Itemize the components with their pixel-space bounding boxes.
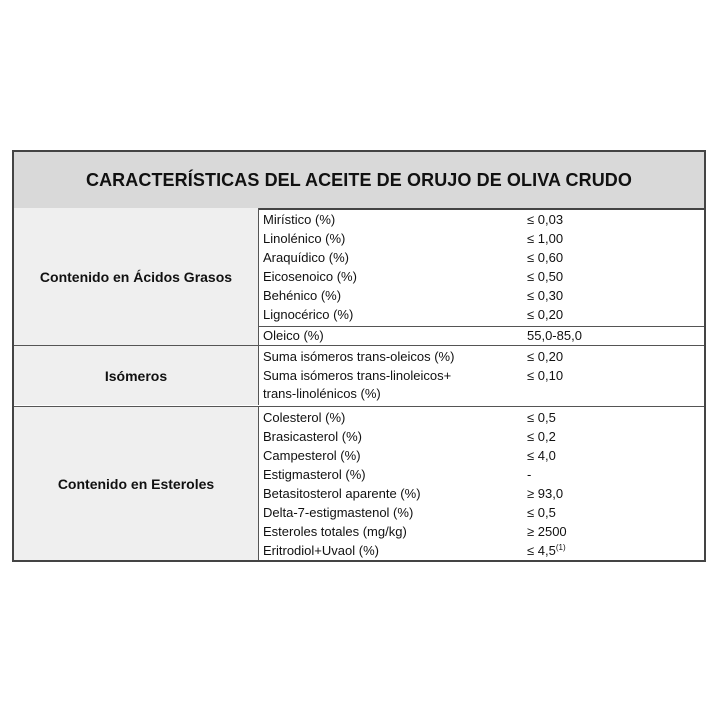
parameter-name: Colesterol (%) [263, 410, 346, 425]
parameter-limit: 55,0-85,0 [527, 328, 582, 343]
parameter-limit: ≤ 0,03 [527, 212, 564, 227]
parameter-limit: ≤ 0,10 [527, 368, 564, 383]
table-title: CARACTERÍSTICAS DEL ACEITE DE ORUJO DE OLIVA CRUDO [14, 152, 704, 210]
parameter-limit: ≤ 0,2 [527, 429, 556, 444]
parameter-name: Behénico (%) [263, 288, 342, 303]
parameter-limit: ≤ 0,20 [527, 349, 564, 364]
parameter-name: Eicosenoico (%) [263, 269, 357, 284]
parameter-name: Lignocérico (%) [263, 307, 354, 322]
footnote-marker: (1) [555, 543, 566, 552]
parameter-name: Oleico (%) [263, 328, 324, 343]
parameter-limit: ≤ 0,50 [527, 269, 564, 284]
group-fatty-acids [14, 208, 704, 345]
parameter-limit: ≥ 93,0 [527, 486, 564, 501]
parameter-name: Betasitosterol aparente (%) [263, 486, 421, 501]
group-body-isomers [258, 346, 704, 405]
group-label-sterols: Contenido en Esteroles [14, 407, 258, 560]
parameter-name: Eritrodiol+Uvaol (%) [263, 543, 379, 558]
parameter-limit: ≤ 0,30 [527, 288, 564, 303]
parameter-limit: ≤ 0,5 [527, 410, 556, 425]
group-label-isomers: Isómeros [14, 346, 258, 405]
parameter-limit: ≤ 4,0 [527, 448, 556, 463]
parameter-name: Araquídico (%) [263, 250, 349, 265]
group-body-fatty-acids [258, 208, 704, 345]
parameter-name: Mirístico (%) [263, 212, 336, 227]
parameter-name: Esteroles totales (mg/kg) [263, 524, 407, 539]
characteristics-table [12, 150, 706, 562]
parameter-name: trans-linolénicos (%) [263, 386, 381, 401]
limit-value: ≤ 4,5 [527, 543, 556, 558]
parameter-name: Linolénico (%) [263, 231, 346, 246]
parameter-name: Campesterol (%) [263, 448, 361, 463]
parameter-limit: ≥ 2500 [527, 524, 567, 539]
parameter-limit: ≤ 0,60 [527, 250, 564, 265]
parameter-limit: ≤ 1,00 [527, 231, 564, 246]
parameter-name: Delta-7-estigmastenol (%) [263, 505, 414, 520]
parameter-limit: ≤ 0,20 [527, 307, 564, 322]
parameter-limit [527, 541, 566, 560]
parameter-limit: - [527, 467, 532, 482]
group-sterols [14, 407, 704, 560]
parameter-limit: ≤ 0,5 [527, 505, 556, 520]
parameter-name: Estigmasterol (%) [263, 467, 366, 482]
parameter-name: Brasicasterol (%) [263, 429, 362, 444]
group-body-sterols [258, 407, 704, 560]
group-isomers [14, 346, 704, 405]
parameter-name: Suma isómeros trans-linoleicos+ [263, 368, 452, 383]
group-label-fatty-acids: Contenido en Ácidos Grasos [14, 208, 258, 345]
parameter-name: Suma isómeros trans-oleicos (%) [263, 349, 455, 364]
